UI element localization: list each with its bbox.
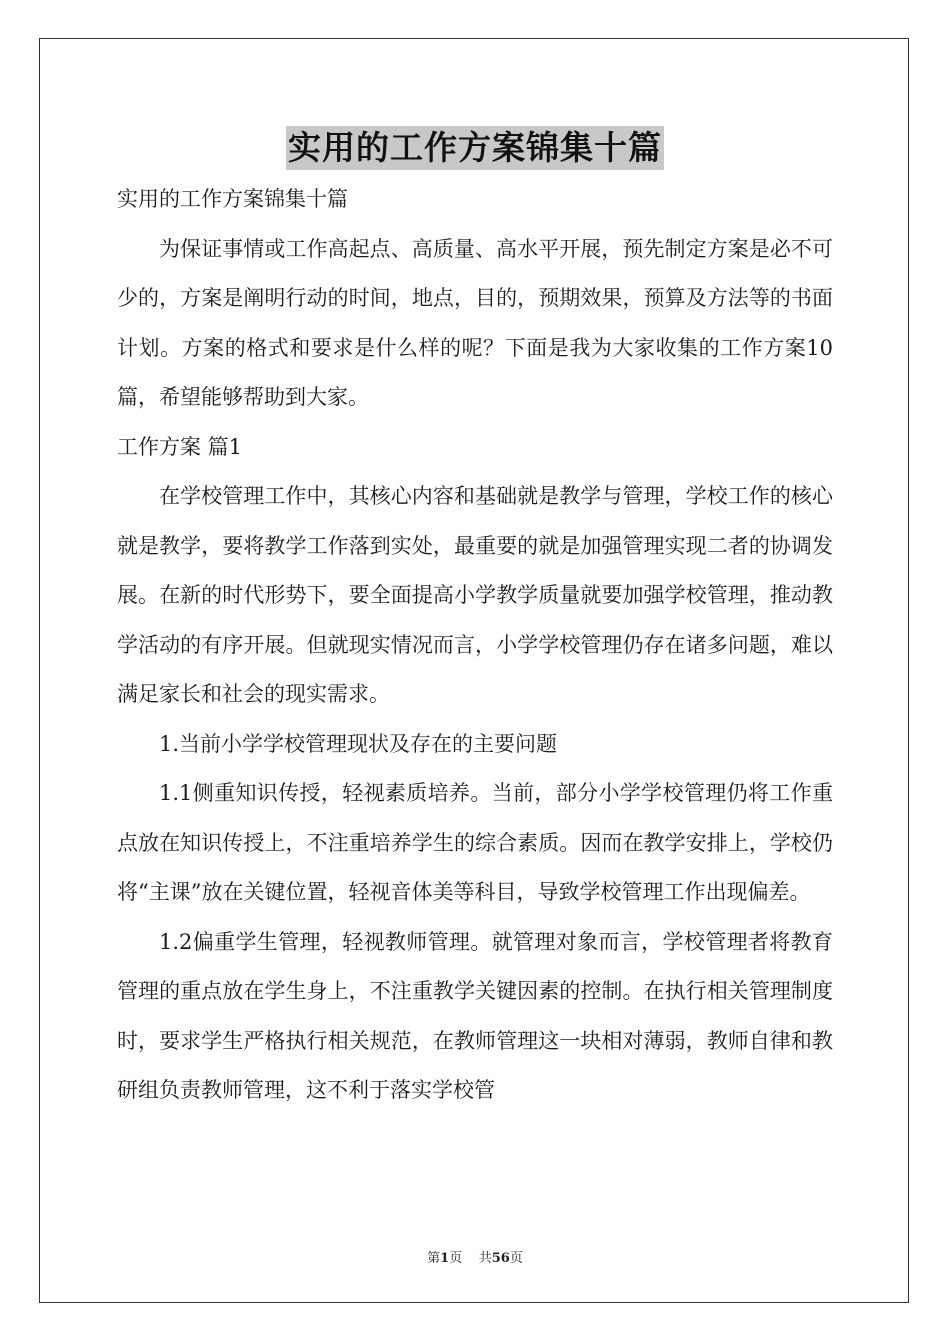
total-pages: 56 — [491, 1251, 510, 1266]
subtitle-line: 实用的工作方案锦集十篇 — [117, 187, 348, 211]
body-paragraph: 1.1侧重知识传授，轻视素质培养。当前，部分小学学校管理仍将工作重点放在知识传授上，不注重培养学生的综合素质。因而在教学安排上，学校仍将“主课”放在关键位置，轻视音体美等科目，导致学校管理工作出现偏差。 — [117, 781, 833, 904]
document-title: 实用的工作方案锦集十篇 — [286, 126, 664, 170]
page-footer — [0, 1247, 950, 1266]
body-paragraph: 在学校管理工作中，其核心内容和基础就是教学与管理，学校工作的核心就是教学，要将教学工作落到实处，最重要的就是加强管理实现二者的协调发展。在新的时代形势下，要全面提高小学教学质量就要加强学校管理，推动教学活动的有序开展。但就现实情况而言，小学学校管理仍存在诸多问题，难以满足家长和社会的现实需求。 — [117, 484, 833, 706]
page-prefix: 第 — [427, 1251, 441, 1266]
title-container — [0, 126, 950, 170]
total-prefix: 共 — [478, 1251, 492, 1266]
document-body — [117, 175, 833, 1116]
page-number: 1 — [440, 1251, 450, 1266]
total-suffix: 页 — [509, 1251, 523, 1266]
numbered-heading: 1.当前小学学校管理现状及存在的主要问题 — [159, 731, 558, 756]
body-paragraph: 1.2偏重学生管理，轻视教师管理。就管理对象而言，学校管理者将教育管理的重点放在学生身上，不注重教学关键因素的控制。在执行相关管理制度时，要求学生严格执行相关规范，在教师管理这一块相对薄弱，教师自律和教研组负责教师管理，这不利于落实学校管 — [117, 929, 833, 1102]
intro-paragraph: 为保证事情或工作高起点、高质量、高水平开展，预先制定方案是必不可少的，方案是阐明行动的时间，地点，目的，预期效果，预算及方法等的书面计划。方案的格式和要求是什么样的呢？下面是我为大家收集的工作方案10篇，希望能够帮助到大家。 — [117, 236, 833, 409]
section-heading: 工作方案 篇1 — [117, 434, 243, 459]
page-suffix: 页 — [449, 1251, 463, 1266]
